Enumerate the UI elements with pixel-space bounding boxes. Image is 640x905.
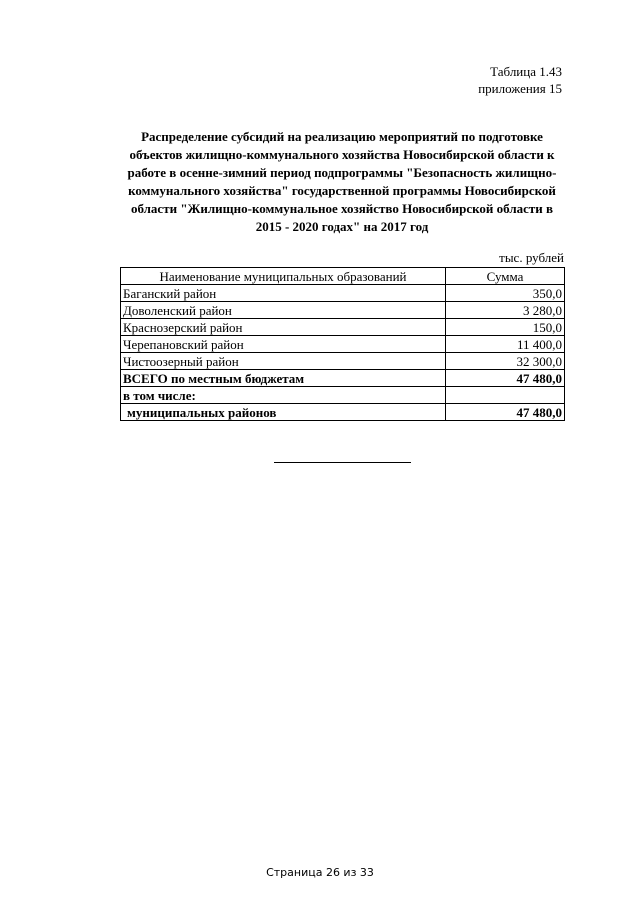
including-row (121, 387, 565, 404)
title-line: Распределение субсидий на реализацию мероприятий по подготовке (141, 129, 543, 144)
row-sum: 32 300,0 (446, 353, 565, 370)
row-name: Баганский район (121, 285, 446, 302)
title-line: работе в осенне-зимний период подпрограммы "Безопасность жилищно- (127, 165, 557, 180)
page-number: Страница 26 из 33 (266, 866, 374, 879)
title-line: области "Жилищно-коммунальное хозяйство Новосибирской области в (130, 201, 554, 216)
divider-line (274, 462, 411, 463)
header-sum: Сумма (446, 268, 565, 285)
header-name: Наименование муниципальных образований (121, 268, 446, 285)
table-number-block (478, 63, 562, 97)
table-row (121, 285, 565, 302)
row-name: Доволенский район (121, 302, 446, 319)
municipal-name: муниципальных районов (121, 404, 446, 421)
total-row (121, 370, 565, 387)
table-row (121, 319, 565, 336)
table-row (121, 353, 565, 370)
row-sum: 350,0 (446, 285, 565, 302)
total-sum: 47 480,0 (446, 370, 565, 387)
title-line: коммунального хозяйства" государственной программы Новосибирской (128, 183, 556, 198)
row-sum: 3 280,0 (446, 302, 565, 319)
row-name: Чистоозерный район (121, 353, 446, 370)
table-row (121, 302, 565, 319)
including-name: в том числе: (121, 387, 446, 404)
including-sum (446, 387, 565, 404)
municipal-row (121, 404, 565, 421)
unit-label: тыс. рублей (499, 250, 564, 265)
row-name: Черепановский район (121, 336, 446, 353)
table-header-row (121, 268, 565, 285)
title-line: 2015 - 2020 годах" на 2017 год (255, 219, 429, 234)
row-sum: 150,0 (446, 319, 565, 336)
document-title (120, 128, 564, 236)
subsidy-table (120, 267, 565, 421)
row-name: Краснозерский район (121, 319, 446, 336)
appendix-label: приложения 15 (478, 81, 562, 96)
table-row (121, 336, 565, 353)
row-sum: 11 400,0 (446, 336, 565, 353)
title-line: объектов жилищно-коммунального хозяйства Новосибирской области к (129, 147, 555, 162)
total-name: ВСЕГО по местным бюджетам (121, 370, 446, 387)
table-number: Таблица 1.43 (490, 64, 562, 79)
municipal-sum: 47 480,0 (446, 404, 565, 421)
